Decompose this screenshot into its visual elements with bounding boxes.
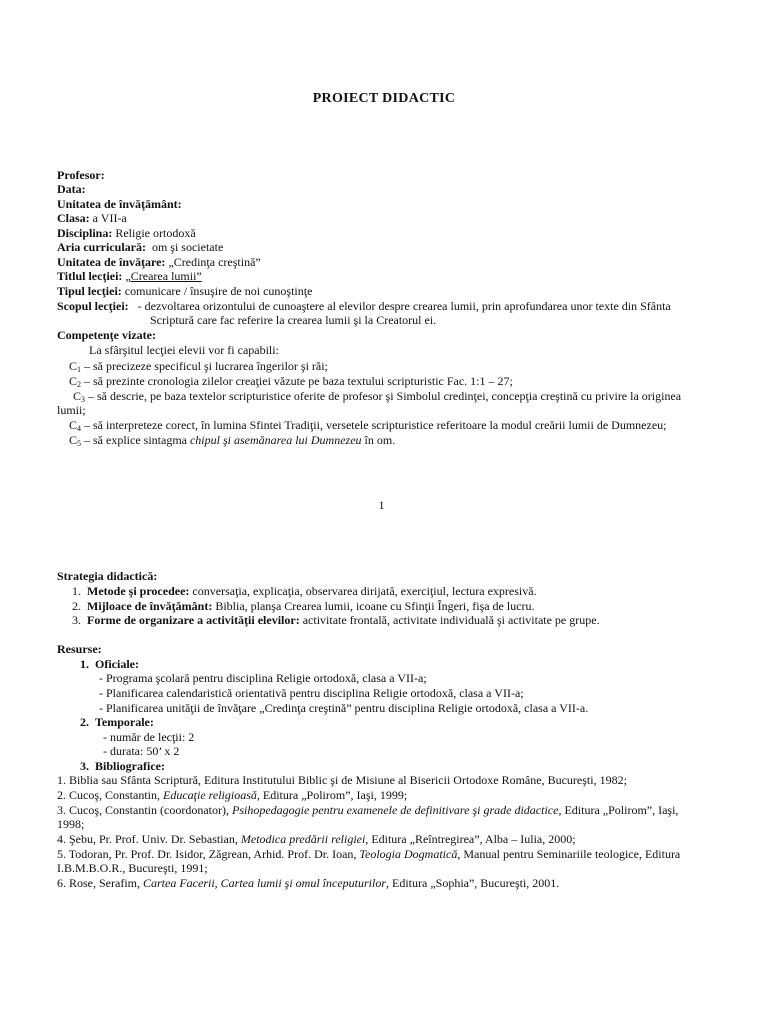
c4-text: – să interpreteze corect, în lumina Sfintei Tradiţii, versetele scripturistice referitoare la modul creării lumii de Dumnezeu; bbox=[81, 418, 667, 432]
resurse-label: Resurse: bbox=[57, 642, 102, 656]
bib3-author: 3. Cucoş, Constantin (coordonator), bbox=[57, 803, 232, 817]
competente-label: Competenţe vizate: bbox=[57, 328, 156, 342]
scopul-line bbox=[57, 299, 671, 313]
bib6-author: 6. Rose, Serafim, bbox=[57, 876, 143, 890]
c3-text: – să descrie, pe baza textelor scripturistice oferite de profesor şi Simbolul credinţei, concepţia creştină cu privire la originea bbox=[85, 389, 682, 403]
disciplina-label: Disciplina: bbox=[57, 226, 113, 240]
oficiale-num: 1. bbox=[80, 657, 89, 671]
bib-item-3 bbox=[57, 803, 678, 817]
bib5-author: 5. Todoran, Pr. Prof. Dr. Isidor, Zăgrean, Arhid. Prof. Dr. Ioan, bbox=[57, 847, 360, 861]
c1-sub: 1 bbox=[77, 365, 82, 374]
strategia-label: Strategia didactică: bbox=[57, 569, 158, 583]
bib6-publisher: , Editura „Sophia”, Bucureşti, 2001. bbox=[386, 876, 560, 890]
scopul-label: Scopul lecţiei: bbox=[57, 299, 129, 313]
titlul-line bbox=[57, 269, 202, 283]
strategia-label-1: Metode şi procedee: bbox=[87, 584, 190, 598]
clasa-label: Clasa: bbox=[57, 211, 90, 225]
aria-line bbox=[57, 240, 223, 254]
strategia-item-3 bbox=[72, 613, 600, 627]
bib3-title: Psihopedagogie pentru examenele de definitivare şi grade didactice, bbox=[231, 803, 562, 817]
bib2-title: Educaţie religioasă bbox=[163, 788, 257, 802]
tipul-line bbox=[57, 284, 312, 298]
competente-intro: La sfârşitul lecţiei elevii vor fi capabili: bbox=[89, 343, 279, 357]
competenta-c3 bbox=[73, 389, 681, 403]
scopul-text-2: Scriptură care fac referire la crearea lumii şi la Creatorul ei. bbox=[150, 313, 437, 327]
bib5-title: Teologia Dogmatică bbox=[359, 847, 458, 861]
c5-sub: 5 bbox=[77, 439, 82, 448]
clasa-line bbox=[57, 211, 127, 225]
oficiale-label: Oficiale: bbox=[95, 657, 139, 671]
c5-text-b: în om. bbox=[361, 433, 396, 447]
titlul-label: Titlul lecţiei: bbox=[57, 269, 123, 283]
oficiale-item-2: - Planificarea calendaristică orientativă pentru disciplina Religie ortodoxă, clasa a VII-a; bbox=[99, 686, 524, 700]
aria-value: om şi societate bbox=[151, 240, 224, 254]
document-title: PROIECT DIDACTIC bbox=[312, 91, 456, 106]
disciplina-line bbox=[57, 226, 196, 240]
competenta-c2 bbox=[69, 374, 513, 388]
oficiale-item-1: - Programa şcolară pentru disciplina Religie ortodoxă, clasa a VII-a; bbox=[99, 671, 427, 685]
resurse-heading bbox=[57, 642, 102, 656]
c1-text: – să precizeze specificul şi lucrarea îngerilor şi răi; bbox=[81, 359, 328, 373]
competenta-c3-cont: lumii; bbox=[57, 403, 86, 417]
bib-item-1: 1. Biblia sau Sfânta Scriptură, Editura Institutului Biblic şi de Misiune al Bisericii Ortodoxe Române, Bucureşti, 1982; bbox=[57, 773, 627, 787]
c2-letter: C bbox=[69, 374, 78, 388]
bib-item-3-cont: 1998; bbox=[57, 817, 85, 831]
c4-letter: C bbox=[69, 418, 78, 432]
strategia-text-2: Biblia, planşa Crearea lumii, icoane cu Sfinţii Îngeri, fişa de lucru. bbox=[212, 599, 535, 613]
disciplina-value: Religie ortodoxă bbox=[115, 226, 196, 240]
bib5-publisher: , Manual pentru Seminariile teologice, Editura bbox=[457, 847, 681, 861]
strategia-item-2 bbox=[72, 599, 535, 613]
bib6-title: Cartea Facerii, Cartea lumii şi omul începuturilor bbox=[143, 876, 386, 890]
profesor-line bbox=[57, 168, 105, 182]
bib4-title: Metodica predării religiei, bbox=[240, 832, 369, 846]
unitatea-invatare-line bbox=[57, 255, 261, 269]
c5-italic: chipul şi asemănarea lui Dumnezeu bbox=[189, 433, 362, 447]
competenta-c4 bbox=[69, 418, 666, 432]
strategia-label-3: Forme de organizare a activităţii elevilor: bbox=[87, 613, 300, 627]
bib4-publisher: Editura „Reîntregirea”, Alba – Iulia, 2000; bbox=[368, 832, 576, 846]
unitatea-invatamant-label: Unitatea de învăţământ: bbox=[57, 197, 182, 211]
bibliografice-heading bbox=[80, 759, 165, 773]
titlul-value: „Crearea lumii” bbox=[125, 269, 202, 283]
temporale-heading bbox=[80, 715, 154, 729]
clasa-value: a VII-a bbox=[92, 211, 127, 225]
competenta-c5 bbox=[69, 433, 395, 447]
bibliografice-num: 3. bbox=[80, 759, 89, 773]
strategia-heading bbox=[57, 569, 157, 583]
unitatea-invatare-label: Unitatea de învăţare: bbox=[57, 255, 166, 269]
bibliografice-label: Bibliografice: bbox=[95, 759, 165, 773]
strategia-num-1: 1. bbox=[72, 584, 81, 598]
strategia-num-2: 2. bbox=[72, 599, 81, 613]
strategia-num-3: 3. bbox=[72, 613, 81, 627]
aria-label: Aria curriculară: bbox=[57, 240, 146, 254]
bib2-publisher: , Editura „Polirom”, Iaşi, 1999; bbox=[256, 788, 408, 802]
bib-item-4 bbox=[57, 832, 576, 846]
temporale-label: Temporale: bbox=[95, 715, 154, 729]
strategia-text-1: conversaţia, explicaţia, observarea dirijată, exerciţiul, lectura expresivă. bbox=[189, 584, 537, 598]
bib-item-5-cont: I.B.M.B.O.R., Bucureşti, 1991; bbox=[57, 861, 208, 875]
strategia-item-1 bbox=[72, 584, 537, 598]
data-line bbox=[57, 182, 86, 196]
bib-item-2 bbox=[57, 788, 407, 802]
oficiale-heading bbox=[80, 657, 139, 671]
temporale-item-2: - durata: 50’ x 2 bbox=[103, 744, 180, 758]
tipul-value: comunicare / însuşire de noi cunoştinţe bbox=[124, 284, 313, 298]
bib-item-6 bbox=[57, 876, 559, 890]
competente-heading bbox=[57, 328, 156, 342]
c5-text-a: – să explice sintagma bbox=[81, 433, 190, 447]
tipul-label: Tipul lecţiei: bbox=[57, 284, 122, 298]
oficiale-item-3: - Planificarea unităţii de învăţare „Credinţa creştină” pentru disciplina Religie ortodoxă, clasa a VII-a. bbox=[99, 701, 589, 715]
temporale-item-1: - număr de lecţii: 2 bbox=[103, 730, 195, 744]
bib-item-5 bbox=[57, 847, 680, 861]
strategia-text-3: activitate frontală, activitate individuală şi activitate pe grupe. bbox=[299, 613, 600, 627]
profesor-label: Profesor: bbox=[57, 168, 105, 182]
competenta-c1 bbox=[69, 359, 328, 373]
c5-letter: C bbox=[69, 433, 78, 447]
page-number: 1 bbox=[378, 498, 385, 512]
c2-text: – să prezinte cronologia zilelor creaţiei văzute pe baza textului scripturistic Fac. 1:1 – 27; bbox=[81, 374, 513, 388]
bib4-author: 4. Şebu, Pr. Prof. Univ. Dr. Sebastian, bbox=[57, 832, 241, 846]
c3-sub: 3 bbox=[81, 395, 86, 404]
bib2-author: 2. Cucoş, Constantin, bbox=[57, 788, 164, 802]
c2-sub: 2 bbox=[77, 380, 82, 389]
bib3-publisher: Editura „Polirom”, Iaşi, bbox=[561, 803, 679, 817]
unitatea-invatare-value: „Credinţa creştină” bbox=[168, 255, 261, 269]
unitatea-invatamant-line bbox=[57, 197, 182, 211]
temporale-num: 2. bbox=[80, 715, 89, 729]
c3-letter: C bbox=[73, 389, 82, 403]
scopul-text-1: - dezvoltarea orizontului de cunoaştere al elevilor despre crearea lumii, prin aprofundarea unor texte din Sfânta bbox=[137, 299, 671, 313]
c4-sub: 4 bbox=[77, 424, 82, 433]
data-label: Data: bbox=[57, 182, 86, 196]
strategia-label-2: Mijloace de învăţământ: bbox=[87, 599, 213, 613]
c1-letter: C bbox=[69, 359, 78, 373]
